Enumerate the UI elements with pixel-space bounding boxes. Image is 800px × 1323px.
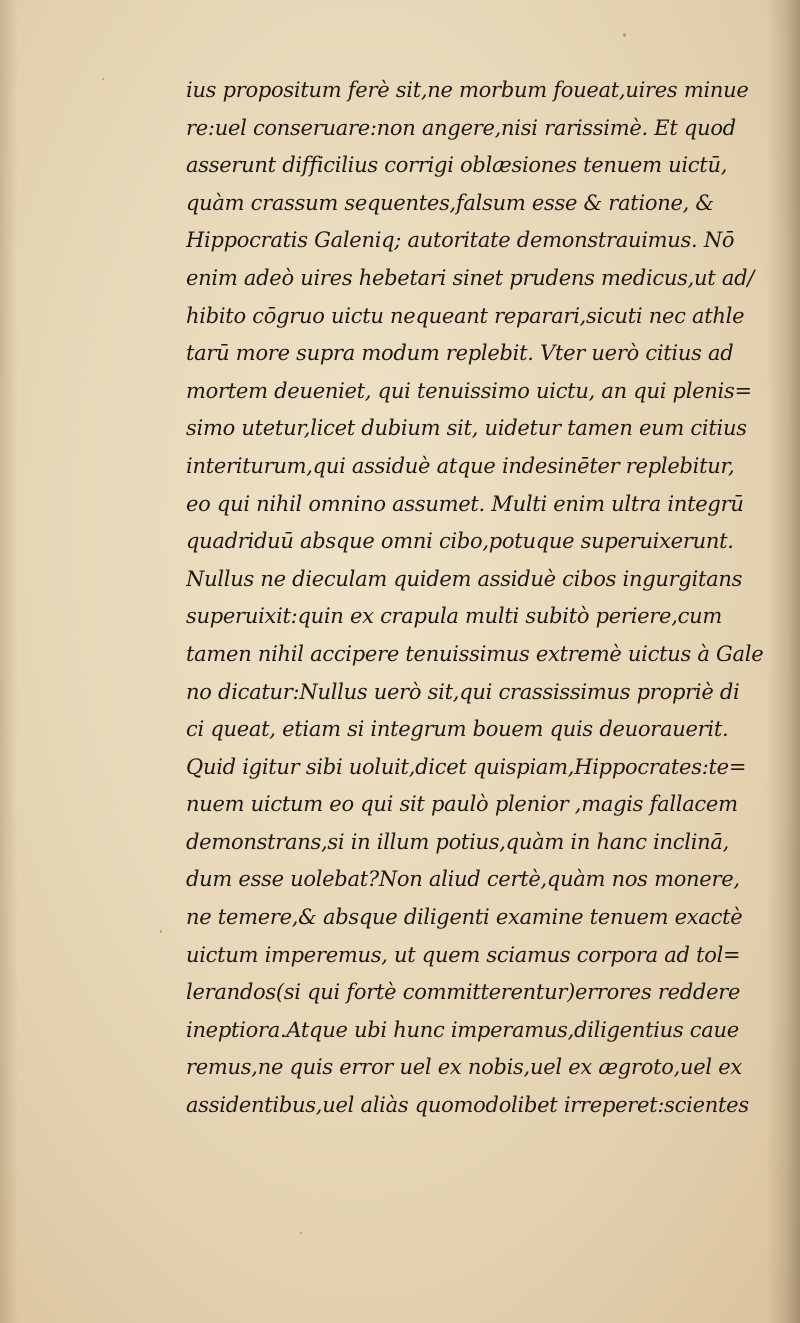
text-line: re:uel conseruare:non angere,nisi rarissimè. Et quod bbox=[186, 115, 736, 140]
text-line: uictum imperemus, ut quem sciamus corpora ad tol= bbox=[186, 942, 741, 967]
text-line: no dicatur:Nullus uerò sit,qui crassissimus propriè di bbox=[186, 679, 740, 704]
text-line: tamen nihil accipere tenuissimus extremè uictus à Gale bbox=[186, 641, 764, 666]
text-line: tarū more supra modum replebit. Vter uerò citius ad bbox=[186, 341, 734, 366]
text-line: enim adeò uires hebetari sinet prudens medicus,ut ad/ bbox=[186, 265, 755, 290]
text-line: ne temere,& absque diligenti examine tenuem exactè bbox=[186, 905, 743, 930]
text-line: quadriduū absque omni cibo,potuque superuixerunt. bbox=[186, 529, 734, 554]
text-line: asserunt difficilius corrigi oblæsiones tenuem uictū, bbox=[186, 153, 728, 178]
paper-speck bbox=[623, 33, 626, 37]
text-line: dum esse uolebat?Non aliud certè,quàm nos monere, bbox=[186, 867, 740, 892]
text-line: nuem uictum eo qui sit paulò plenior ,magis fallacem bbox=[186, 792, 738, 817]
text-line: remus,ne quis error uel ex nobis,uel ex ægroto,uel ex bbox=[186, 1055, 742, 1080]
text-line: assidentibus,uel aliàs quomodolibet irreperet:scientes bbox=[186, 1093, 749, 1118]
text-line: mortem deueniet, qui tenuissimo uictu, an qui plenis= bbox=[186, 378, 752, 403]
paper-speck bbox=[160, 930, 162, 933]
paper-speck bbox=[300, 1232, 302, 1234]
text-line: Nullus ne dieculam quidem assiduè cibos ingurgitans bbox=[186, 566, 743, 591]
text-line: eo qui nihil omnino assumet. Multi enim ultra integrū bbox=[186, 491, 744, 516]
latin-text-block bbox=[186, 72, 790, 1125]
text-line: ius propositum ferè sit,ne morbum foueat,uires minue bbox=[186, 78, 749, 102]
text-line: superuixit:quin ex crapula multi subitò periere,cum bbox=[186, 604, 722, 629]
text-line: ci queat, etiam si integrum bouem quis deuorauerit. bbox=[186, 717, 729, 742]
text-line: hibito cōgruo uictu nequeant reparari,sicuti nec athle bbox=[186, 303, 745, 328]
text-line: lerandos(si qui fortè committerentur)errores reddere bbox=[186, 980, 741, 1005]
text-line: simo utetur,licet dubium sit, uidetur tamen eum citius bbox=[186, 416, 747, 441]
text-line: Quid igitur sibi uoluit,dicet quispiam,Hippocrates:te= bbox=[186, 754, 747, 779]
text-line: Hippocratis Galeniq; autoritate demonstrauimus. Nō bbox=[186, 228, 735, 253]
text-line: demonstrans,si in illum potius,quàm in hanc inclinā, bbox=[186, 829, 730, 854]
paper-speck bbox=[102, 78, 104, 80]
text-line: ineptiora.Atque ubi hunc imperamus,diligentius caue bbox=[186, 1017, 739, 1042]
text-line: interiturum,qui assiduè atque indesinēter replebitur, bbox=[186, 453, 735, 478]
page-left-edge bbox=[0, 0, 18, 1323]
text-line: quàm crassum sequentes,falsum esse & ratione, & bbox=[186, 190, 714, 215]
